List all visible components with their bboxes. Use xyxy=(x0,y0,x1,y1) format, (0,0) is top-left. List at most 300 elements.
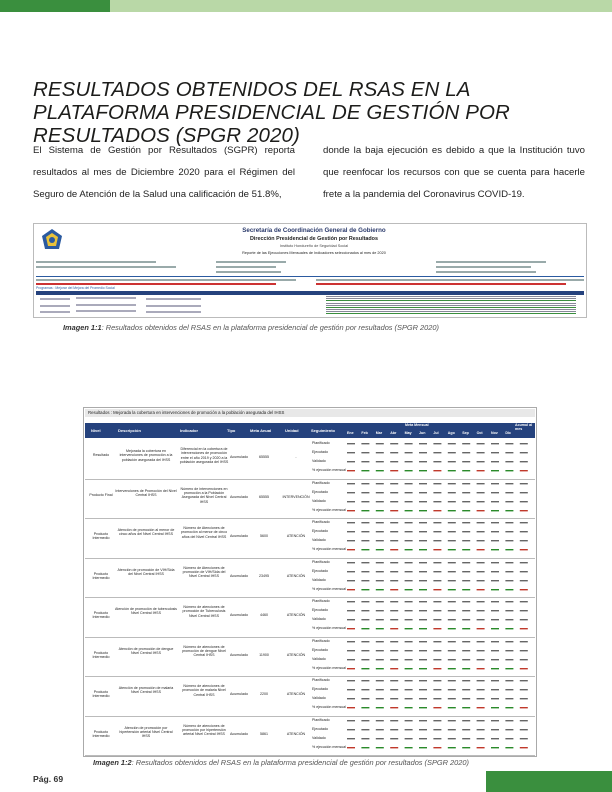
value-cell xyxy=(433,680,441,681)
figure-1-report-title: Reporte de las Ejecuciones Mensuales de Indicadores seleccionados al mes de 2020 xyxy=(242,251,386,255)
col-seguimiento: Seguimiento xyxy=(311,428,336,433)
figure-2-screenshot xyxy=(83,407,537,757)
value-cell xyxy=(433,610,441,611)
value-cell xyxy=(390,619,398,620)
value-cell xyxy=(433,707,441,708)
footer-color-bar xyxy=(486,771,612,792)
value-cell xyxy=(347,562,355,563)
page-number: Pág. 69 xyxy=(33,774,64,784)
value-cell xyxy=(462,738,470,739)
value-cell xyxy=(419,443,427,444)
tracking-label: Planificado xyxy=(312,480,330,485)
value-cell xyxy=(477,610,485,611)
table-row xyxy=(85,637,535,678)
row-nivel: Producto Final xyxy=(89,492,113,497)
value-cell xyxy=(505,610,513,611)
value-cell xyxy=(491,562,499,563)
value-cell xyxy=(390,610,398,611)
value-cell xyxy=(433,668,441,669)
value-cell xyxy=(361,501,369,502)
row-nivel: Producto Intermedio xyxy=(92,532,110,541)
value-cell xyxy=(390,659,398,660)
value-cell xyxy=(361,698,369,699)
value-cell xyxy=(376,549,384,550)
value-cell xyxy=(347,747,355,748)
tracking-label: % ejecución mensual xyxy=(312,705,346,709)
value-cell xyxy=(462,668,470,669)
value-cell xyxy=(390,571,398,572)
value-cell xyxy=(347,461,355,462)
value-cell xyxy=(462,707,470,708)
value-cell xyxy=(376,628,384,629)
row-unidad: INTERVENCIÓN xyxy=(282,494,310,499)
month-header: May xyxy=(404,431,412,435)
value-cell xyxy=(491,619,499,620)
value-cell xyxy=(505,628,513,629)
value-cell xyxy=(448,680,456,681)
row-tipo: Acumulado xyxy=(230,494,248,499)
month-header: Sep xyxy=(462,431,469,435)
value-cell xyxy=(505,589,513,590)
tracking-label: Ejecutado xyxy=(312,489,328,494)
value-cell xyxy=(361,659,369,660)
value-cell xyxy=(448,492,456,493)
value-cell xyxy=(405,738,413,739)
value-cell xyxy=(390,580,398,581)
value-cell xyxy=(347,501,355,502)
row-unidad: ATENCIÓN xyxy=(286,534,306,538)
value-cell xyxy=(376,492,384,493)
value-cell xyxy=(405,580,413,581)
value-cell xyxy=(419,470,427,471)
value-cell xyxy=(361,610,369,611)
value-cell xyxy=(520,610,528,611)
value-cell xyxy=(390,707,398,708)
value-cell xyxy=(390,680,398,681)
value-cell xyxy=(477,501,485,502)
value-cell xyxy=(491,501,499,502)
value-cell xyxy=(505,531,513,532)
row-desc: Atención de promoción al menor de cinco años del Nivel Central IHSS xyxy=(117,528,175,537)
month-header: Jul xyxy=(433,431,439,435)
value-cell xyxy=(347,571,355,572)
value-cell xyxy=(347,707,355,708)
value-cell xyxy=(520,540,528,541)
col-nivel: Nivel xyxy=(91,428,101,433)
value-cell xyxy=(477,601,485,602)
figure-1-table xyxy=(36,291,584,315)
col-indicador: Indicador xyxy=(180,428,199,433)
value-cell xyxy=(433,443,441,444)
value-cell xyxy=(376,729,384,730)
value-cell xyxy=(433,470,441,471)
value-cell xyxy=(405,470,413,471)
tracking-label: Planificado xyxy=(312,717,330,722)
value-cell xyxy=(361,540,369,541)
value-cell xyxy=(405,689,413,690)
value-cell xyxy=(347,650,355,651)
value-cell xyxy=(405,452,413,453)
row-tipo: Acumulado xyxy=(230,692,248,696)
value-cell xyxy=(347,443,355,444)
value-cell xyxy=(462,540,470,541)
value-cell xyxy=(520,650,528,651)
value-cell xyxy=(462,729,470,730)
value-cell xyxy=(419,680,427,681)
value-cell xyxy=(419,549,427,550)
value-cell xyxy=(491,601,499,602)
value-cell xyxy=(405,571,413,572)
value-cell xyxy=(419,628,427,629)
value-cell xyxy=(462,680,470,681)
value-cell xyxy=(361,483,369,484)
tracking-label: % ejecución mensual xyxy=(312,547,346,551)
value-cell xyxy=(520,619,528,620)
value-cell xyxy=(477,562,485,563)
month-header: Jun xyxy=(419,431,426,435)
value-cell xyxy=(520,522,528,523)
tracking-label: % ejecución mensual xyxy=(312,665,346,670)
row-unidad: ATENCIÓN xyxy=(286,613,306,617)
row-unidad: - xyxy=(295,455,297,459)
value-cell xyxy=(491,531,499,532)
value-cell xyxy=(448,483,456,484)
value-cell xyxy=(361,522,369,523)
tracking-label: Planificado xyxy=(312,638,330,643)
value-cell xyxy=(462,747,470,748)
tracking-label: Ejecutado xyxy=(312,450,328,454)
value-cell xyxy=(505,680,513,681)
value-cell xyxy=(376,720,384,721)
value-cell xyxy=(491,510,499,511)
value-cell xyxy=(520,601,528,602)
row-ind: Diferencial en la cobertura de intervenciones de promoción entre el año 2019 y 2020 a la población asegurada del IHSS xyxy=(179,447,229,465)
tracking-label: Ejecutado xyxy=(312,529,328,533)
value-cell xyxy=(347,483,355,484)
value-cell xyxy=(419,601,427,602)
value-cell xyxy=(433,562,441,563)
month-header: Ene xyxy=(347,431,354,435)
value-cell xyxy=(448,650,456,651)
value-cell xyxy=(361,601,369,602)
value-cell xyxy=(376,650,384,651)
value-cell xyxy=(361,562,369,563)
value-cell xyxy=(448,470,456,471)
section-title: RESULTADOS OBTENIDOS DEL RSAS EN LA PLATAFORMA PRESIDENCIAL DE GESTIÓN POR RESULTADOS (SPGR 2020) xyxy=(33,78,510,147)
value-cell xyxy=(505,562,513,563)
value-cell xyxy=(390,698,398,699)
tracking-label: Ejecutado xyxy=(312,687,328,691)
value-cell xyxy=(491,729,499,730)
value-cell xyxy=(491,571,499,572)
tracking-label: Ejecutado xyxy=(312,647,328,652)
value-cell xyxy=(448,540,456,541)
value-cell xyxy=(520,680,528,681)
value-cell xyxy=(462,531,470,532)
value-cell xyxy=(376,738,384,739)
col-acumulado: Acumul al mes xyxy=(515,423,533,431)
value-cell xyxy=(390,501,398,502)
value-cell xyxy=(419,452,427,453)
figure-1-org-title: Secretaría de Coordinación General de Gobierno xyxy=(242,227,386,234)
value-cell xyxy=(347,492,355,493)
value-cell xyxy=(419,540,427,541)
value-cell xyxy=(448,580,456,581)
value-cell xyxy=(419,747,427,748)
value-cell xyxy=(448,549,456,550)
value-cell xyxy=(405,720,413,721)
value-cell xyxy=(505,668,513,669)
value-cell xyxy=(361,510,369,511)
value-cell xyxy=(462,443,470,444)
value-cell xyxy=(477,641,485,642)
value-cell xyxy=(361,549,369,550)
tracking-label: Planificado xyxy=(312,520,330,524)
value-cell xyxy=(505,443,513,444)
value-cell xyxy=(376,540,384,541)
value-cell xyxy=(390,483,398,484)
value-cell xyxy=(376,707,384,708)
value-cell xyxy=(491,443,499,444)
tracking-label: Validado xyxy=(312,459,326,463)
intro-paragraph-left: El Sistema de Gestión por Resultados (SGPR) reporta resultados al mes de Diciembre 2020 para el Régimen del Seguro de Atención de la Salud una calificación de 51.8%, xyxy=(33,145,295,200)
value-cell xyxy=(462,522,470,523)
value-cell xyxy=(448,619,456,620)
value-cell xyxy=(505,571,513,572)
month-header: Abr xyxy=(390,431,397,435)
value-cell xyxy=(448,689,456,690)
tracking-label: Validado xyxy=(312,498,326,503)
tracking-label: % ejecución mensual xyxy=(312,468,346,472)
value-cell xyxy=(505,650,513,651)
value-cell xyxy=(405,461,413,462)
figure-1-caption-text: : Resultados obtenidos del RSAS en la plataforma presidencial de gestión por resultados (SPGR 2020) xyxy=(101,323,439,332)
value-cell xyxy=(491,668,499,669)
value-cell xyxy=(361,689,369,690)
value-cell xyxy=(376,470,384,471)
tracking-label: % ejecución mensual xyxy=(312,626,346,630)
value-cell xyxy=(462,452,470,453)
value-cell xyxy=(505,549,513,550)
value-cell xyxy=(390,522,398,523)
value-cell xyxy=(361,729,369,730)
value-cell xyxy=(477,650,485,651)
table-row xyxy=(85,518,535,559)
row-meta: 4460 xyxy=(260,613,268,617)
value-cell xyxy=(520,580,528,581)
value-cell xyxy=(477,510,485,511)
value-cell xyxy=(491,580,499,581)
value-cell xyxy=(419,531,427,532)
row-tipo: Acumulado xyxy=(230,573,248,578)
value-cell xyxy=(405,601,413,602)
value-cell xyxy=(477,540,485,541)
value-cell xyxy=(433,628,441,629)
value-cell xyxy=(405,619,413,620)
value-cell xyxy=(520,443,528,444)
row-tipo: Acumulado xyxy=(230,534,248,538)
value-cell xyxy=(376,510,384,511)
value-cell xyxy=(433,531,441,532)
value-cell xyxy=(462,619,470,620)
value-cell xyxy=(520,492,528,493)
value-cell xyxy=(405,492,413,493)
value-cell xyxy=(505,492,513,493)
value-cell xyxy=(419,689,427,690)
value-cell xyxy=(376,580,384,581)
value-cell xyxy=(448,641,456,642)
value-cell xyxy=(491,483,499,484)
col-unidad: Unidad xyxy=(285,428,299,433)
value-cell xyxy=(505,689,513,690)
value-cell xyxy=(477,483,485,484)
figure-2-table-header xyxy=(85,423,535,438)
value-cell xyxy=(448,720,456,721)
value-cell xyxy=(419,522,427,523)
value-cell xyxy=(376,571,384,572)
row-nivel: Producto Intermedio xyxy=(92,729,110,738)
value-cell xyxy=(505,540,513,541)
value-cell xyxy=(520,729,528,730)
value-cell xyxy=(462,483,470,484)
value-cell xyxy=(405,698,413,699)
value-cell xyxy=(505,619,513,620)
monthly-values-cells xyxy=(343,676,563,716)
value-cell xyxy=(477,571,485,572)
value-cell xyxy=(477,452,485,453)
value-cell xyxy=(433,492,441,493)
value-cell xyxy=(376,689,384,690)
value-cell xyxy=(448,668,456,669)
value-cell xyxy=(462,562,470,563)
value-cell xyxy=(520,668,528,669)
value-cell xyxy=(448,510,456,511)
value-cell xyxy=(376,641,384,642)
figure-2-caption xyxy=(93,758,469,767)
value-cell xyxy=(361,589,369,590)
value-cell xyxy=(376,461,384,462)
value-cell xyxy=(419,619,427,620)
value-cell xyxy=(405,668,413,669)
value-cell xyxy=(361,668,369,669)
value-cell xyxy=(520,531,528,532)
value-cell xyxy=(376,452,384,453)
row-tipo: Acumulado xyxy=(230,455,248,459)
value-cell xyxy=(433,510,441,511)
value-cell xyxy=(347,589,355,590)
row-nivel: Resultado xyxy=(92,453,110,457)
row-nivel: Producto Intermedio xyxy=(92,571,110,580)
value-cell xyxy=(505,747,513,748)
value-cell xyxy=(491,628,499,629)
value-cell xyxy=(376,668,384,669)
value-cell xyxy=(433,641,441,642)
tracking-label: Planificado xyxy=(312,441,330,445)
row-desc: Atención de promoción de tuberculosis Nivel Central IHSS xyxy=(115,607,177,616)
value-cell xyxy=(448,601,456,602)
month-header: Feb xyxy=(361,431,368,435)
value-cell xyxy=(448,628,456,629)
value-cell xyxy=(433,589,441,590)
value-cell xyxy=(347,628,355,629)
value-cell xyxy=(505,461,513,462)
value-cell xyxy=(477,659,485,660)
value-cell xyxy=(448,589,456,590)
value-cell xyxy=(390,720,398,721)
row-meta: 23495 xyxy=(259,573,269,578)
row-unidad: ATENCIÓN xyxy=(286,692,306,696)
row-desc: Mejorada la cobertura en intervenciones de promoción a la población asegurada del IHSS xyxy=(119,449,173,462)
value-cell xyxy=(433,580,441,581)
value-cell xyxy=(491,641,499,642)
value-cell xyxy=(462,589,470,590)
row-unidad: ATENCIÓN xyxy=(286,652,306,657)
figure-1-table-rows xyxy=(36,295,584,315)
value-cell xyxy=(505,522,513,523)
value-cell xyxy=(433,501,441,502)
value-cell xyxy=(477,443,485,444)
value-cell xyxy=(477,668,485,669)
col-meta-mensual: Meta Mensual xyxy=(405,423,429,427)
figure-1-meta-lines xyxy=(36,261,584,287)
value-cell xyxy=(491,720,499,721)
tracking-label: Ejecutado xyxy=(312,568,328,573)
value-cell xyxy=(361,492,369,493)
value-cell xyxy=(477,470,485,471)
value-cell xyxy=(390,747,398,748)
value-cell xyxy=(448,562,456,563)
value-cell xyxy=(491,659,499,660)
value-cell xyxy=(419,650,427,651)
col-tipo: Tipo xyxy=(227,428,236,433)
value-cell xyxy=(505,470,513,471)
value-cell xyxy=(419,571,427,572)
value-cell xyxy=(376,531,384,532)
value-cell xyxy=(491,461,499,462)
value-cell xyxy=(361,738,369,739)
value-cell xyxy=(405,747,413,748)
value-cell xyxy=(390,668,398,669)
value-cell xyxy=(419,492,427,493)
value-cell xyxy=(491,738,499,739)
value-cell xyxy=(448,461,456,462)
tracking-label: Validado xyxy=(312,577,326,582)
value-cell xyxy=(390,601,398,602)
value-cell xyxy=(433,720,441,721)
row-meta: 2200 xyxy=(260,692,268,696)
figure-1-direction-title: Dirección Presidencial de Gestión por Resultados xyxy=(250,236,378,242)
value-cell xyxy=(448,707,456,708)
value-cell xyxy=(390,738,398,739)
value-cell xyxy=(448,501,456,502)
figure-2-caption-text: : Resultados obtenidos del RSAS en la plataforma presidencial de gestión por resultados (SPGR 2020) xyxy=(131,758,469,767)
row-tipo: Acumulado xyxy=(230,731,248,736)
value-cell xyxy=(347,470,355,471)
value-cell xyxy=(520,641,528,642)
value-cell xyxy=(462,492,470,493)
figure-1-caption xyxy=(63,323,439,332)
row-desc: Intervenciones de Promoción del Nivel Central IHSS xyxy=(115,488,177,497)
col-descripcion: Descripción xyxy=(118,428,141,433)
value-cell xyxy=(462,549,470,550)
value-cell xyxy=(477,461,485,462)
value-cell xyxy=(390,531,398,532)
top-bar-light-segment xyxy=(110,0,612,12)
figure-1-institution: Instituto Hondureño de Seguridad Social xyxy=(279,244,349,248)
value-cell xyxy=(376,562,384,563)
value-cell xyxy=(491,689,499,690)
value-cell xyxy=(477,492,485,493)
